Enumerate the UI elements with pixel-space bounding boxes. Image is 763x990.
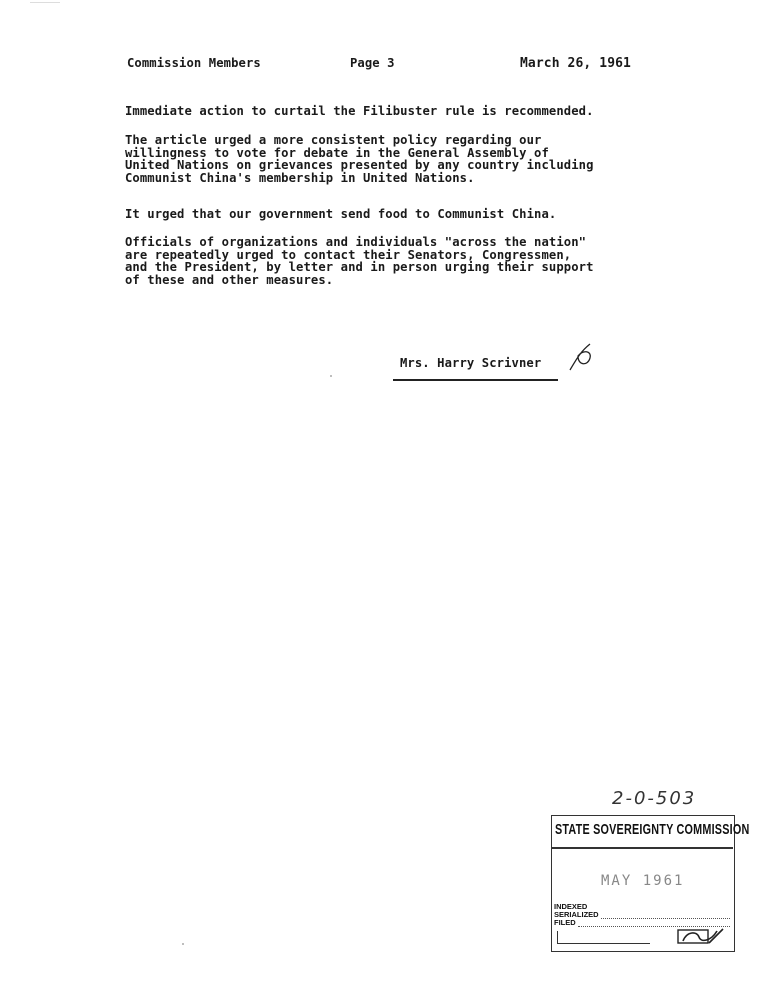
paper-speck [182, 943, 184, 945]
stamp-divider [551, 847, 733, 849]
stamp-initials-scribble-icon [677, 927, 727, 945]
stamp-filed-label: FILED [554, 918, 576, 927]
stamp-indexed-label: INDEXED [554, 902, 588, 911]
header-page-number: Page 3 [350, 56, 395, 70]
signature-underline [393, 379, 558, 381]
paragraph-officials: Officials of organizations and individuals "across the nation" are repeatedly urged to contact their Senators, Congressmen, and the President, by letter and in person urging their support of these and other measures. [125, 235, 594, 287]
header-recipient: Commission Members [127, 56, 261, 70]
stamp-serialized-label: SERIALIZED [554, 910, 599, 919]
signature-name: Mrs. Harry Scrivner [400, 356, 542, 370]
paragraph-food: It urged that our government send food to Communist China. [125, 207, 557, 221]
handwritten-mark-icon [566, 340, 600, 374]
stamp-filed-box [557, 931, 650, 944]
stamp-serialized-row [554, 911, 730, 919]
paper-edge-mark [30, 2, 60, 3]
stamp-filed-row [554, 919, 730, 927]
file-number-handwritten: 2-0-503 [612, 788, 697, 809]
stamp-field-labels [554, 903, 730, 927]
page-header [127, 56, 667, 76]
stamp-date: MAY 1961 [601, 873, 685, 889]
paragraph-filibuster: Immediate action to curtail the Filibuster rule is recommended. [125, 104, 594, 118]
paragraph-un-policy: The article urged a more consistent policy regarding our willingness to vote for debate in the General Assembly of United Nations on grievances presented by any country including Communist China's membership in United Nations. [125, 133, 594, 185]
header-date: March 26, 1961 [520, 56, 631, 71]
paper-speck [330, 375, 332, 377]
commission-received-stamp [551, 815, 750, 952]
stamp-title: STATE SOVEREIGNTY COMMISSION [555, 821, 750, 838]
